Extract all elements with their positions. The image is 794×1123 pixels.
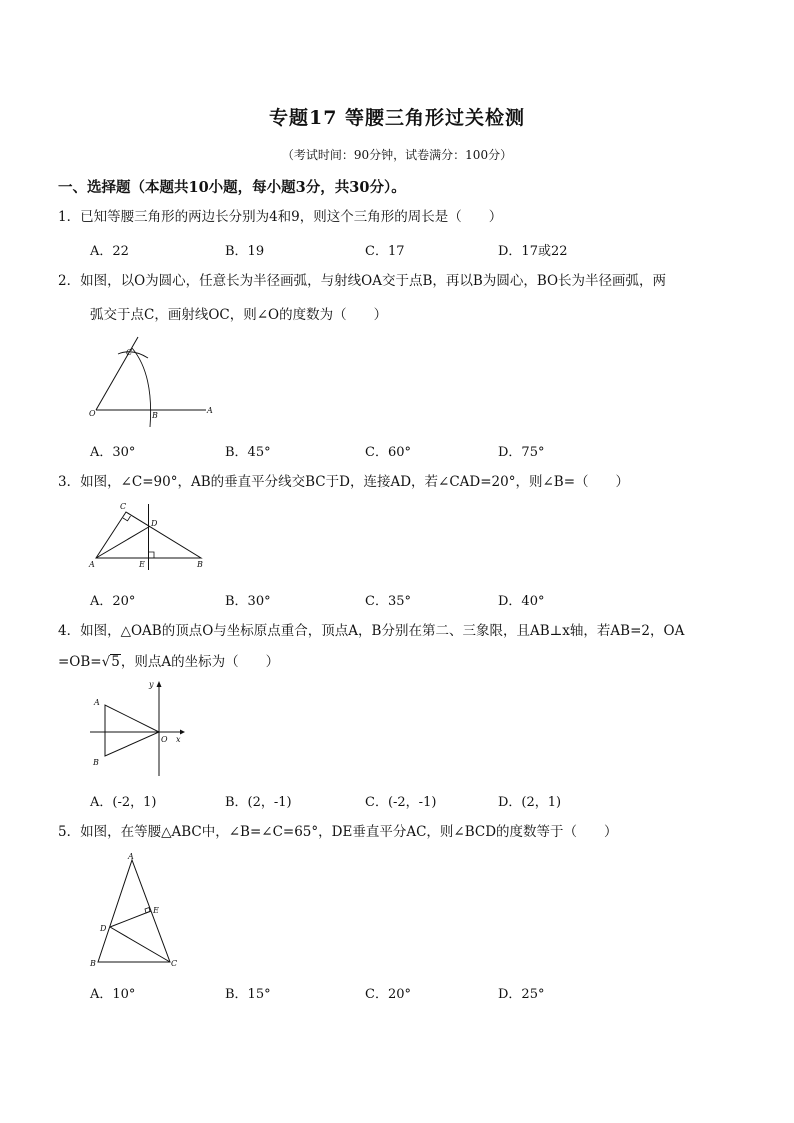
label-a: A <box>207 406 213 415</box>
segment-ad <box>96 527 150 559</box>
question-3-figure <box>86 500 216 575</box>
question-4-equation: =OB= <box>58 654 102 670</box>
question-1-text: 1．已知等腰三角形的两边长分别为4和9，则这个三角形的周长是（ ） <box>58 209 503 225</box>
question-1-option-a[interactable]: A．22 <box>90 244 129 259</box>
question-3-option-a[interactable]: A．20° <box>90 594 136 609</box>
page-title: 专题17 等腰三角形过关检测 <box>268 107 526 129</box>
question-4-option-a[interactable]: A．(-2，1) <box>90 795 157 810</box>
label-d: D <box>151 519 158 528</box>
arc-center-o <box>132 348 151 427</box>
label-c: C <box>171 959 178 968</box>
question-4-option-c[interactable]: C．(-2，-1) <box>365 795 437 810</box>
right-angle-c <box>123 516 131 521</box>
label-c: C <box>126 348 133 357</box>
question-3-option-d[interactable]: D．40° <box>498 594 545 609</box>
label-o: O <box>89 409 96 418</box>
label-c: C <box>120 502 127 511</box>
question-4-ask: ，则点A的坐标为（ ） <box>120 654 280 670</box>
y-axis-arrow <box>157 681 162 687</box>
exam-info: （考试时间：90分钟，试卷满分：100分） <box>281 148 513 162</box>
question-3-option-b[interactable]: B．30° <box>225 594 271 609</box>
question-3-option-c[interactable]: C．35° <box>365 594 411 609</box>
question-2-option-d[interactable]: D．75° <box>498 445 545 460</box>
label-y: y <box>149 680 154 689</box>
question-2-line-1: 2．如图，以O为圆心，任意长为半径画弧，与射线OA交于点B，再以B为圆心，BO长为半径画弧，两 <box>58 273 667 289</box>
question-4-line-2 <box>58 652 279 672</box>
question-5-figure <box>86 852 186 970</box>
segment-de <box>110 911 151 927</box>
label-b: B <box>152 411 158 420</box>
question-5-option-d[interactable]: D．25° <box>498 987 545 1002</box>
label-e: E <box>153 906 159 915</box>
question-5-text: 5．如图，在等腰△ABC中，∠B=∠C=65°，DE垂直平分AC，则∠BCD的度数等于（ ） <box>58 824 618 840</box>
label-d: D <box>100 924 107 933</box>
triangle-oab <box>105 705 159 756</box>
label-a: A <box>128 852 134 861</box>
label-b: B <box>90 959 96 968</box>
question-2-option-b[interactable]: B．45° <box>225 445 271 460</box>
label-e: E <box>139 560 145 569</box>
question-1-option-d[interactable]: D．17或22 <box>498 244 568 259</box>
question-4-option-b[interactable]: B．(2，-1) <box>225 795 292 810</box>
x-axis-arrow <box>180 730 185 735</box>
label-x: x <box>176 735 181 744</box>
right-angle-e <box>145 908 150 914</box>
question-5-option-c[interactable]: C．20° <box>365 987 411 1002</box>
question-2-line-2: 弧交于点C，画射线OC，则∠O的度数为（ ） <box>90 307 388 323</box>
question-4-figure <box>88 678 198 778</box>
label-b: B <box>93 758 99 767</box>
question-1-option-b[interactable]: B．19 <box>225 244 265 259</box>
label-a: A <box>89 560 95 569</box>
label-b: B <box>197 560 203 569</box>
arc-center-b <box>118 352 148 358</box>
right-angle-e <box>149 552 155 558</box>
sqrt-radicand: 5 <box>111 654 120 670</box>
triangle-abc <box>98 860 170 962</box>
sqrt-symbol: √ <box>101 654 111 670</box>
question-5-option-b[interactable]: B．15° <box>225 987 271 1002</box>
question-2-option-a[interactable]: A．30° <box>90 445 136 460</box>
question-2-figure <box>88 334 223 434</box>
question-1-option-c[interactable]: C．17 <box>365 244 405 259</box>
question-4-option-d[interactable]: D．(2，1) <box>498 795 562 810</box>
question-2-option-c[interactable]: C．60° <box>365 445 411 460</box>
section-heading: 一、选择题（本题共10小题，每小题3分，共30分）。 <box>58 179 406 196</box>
segment-dc <box>110 927 170 962</box>
label-a: A <box>94 698 100 707</box>
label-o: O <box>161 735 168 744</box>
question-5-option-a[interactable]: A．10° <box>90 987 136 1002</box>
question-4-line-1: 4．如图，△OAB的顶点O与坐标原点重合，顶点A，B分别在第二、三象限，且AB⊥x轴，若AB=2，OA <box>58 623 685 639</box>
question-3-text: 3．如图，∠C=90°，AB的垂直平分线交BC于D，连接AD，若∠CAD=20°，则∠B=（ ） <box>58 474 630 490</box>
